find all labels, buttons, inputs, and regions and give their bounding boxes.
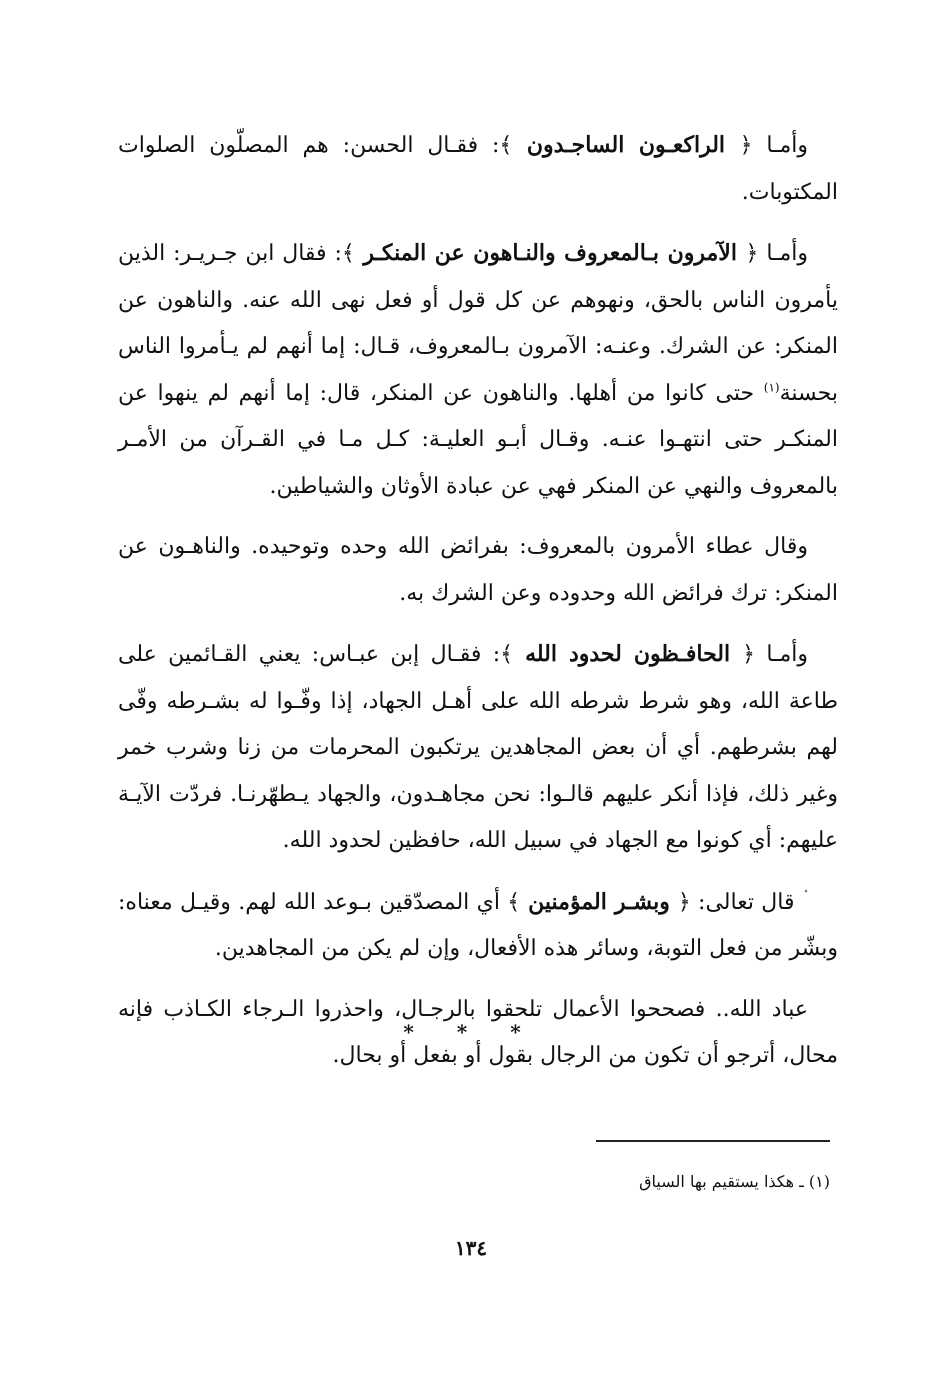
page-number: ١٣٤ xyxy=(454,1236,488,1260)
footnote-reference[interactable]: (١) xyxy=(763,380,780,395)
text-span: وأمـا xyxy=(752,133,808,158)
paragraph-2 xyxy=(118,230,838,510)
quran-bracket-open: ﴿ xyxy=(745,241,759,266)
quran-phrase: الراكعـون الساجـدون xyxy=(512,132,740,158)
quran-bracket-open: ﴿ xyxy=(677,889,691,915)
footnote-text: (١) ـ هكذا يستقيم بها السياق xyxy=(639,1172,830,1191)
paragraph-4 xyxy=(118,631,838,865)
text-span: وأمـا xyxy=(755,642,809,667)
text-span: : فقـال إبن عبـاس: يعني القـائمين على طاعة الله، وهو شرط شرطه الله على أهـل الجهاد، إذا وفّـوا له بشـرطه وفّى لهم بشرطهم. أي أن بعض المجاهدين يرتكبون المحرمات من زنا وشرب خمر وغير ذلك، فإذا أنكر عليهم قالـوا: نحن مجاهـدون، والجهاد يـطهّرنـا. فردّت الآيـة عليهم: أي كونوا مع الجهاد في سبيل الله، حافظين لحدود الله. xyxy=(118,642,838,853)
main-text xyxy=(118,122,838,1094)
paragraph-1 xyxy=(118,122,838,216)
paragraph-6: عباد الله.. فصححوا الأعمال تلحقوا بالرجـال، واحذروا الـرجاء الكـاذب فإنه محال، أترجو أن تكون من الرجال بقول أو بفعل أو بحال. xyxy=(118,996,838,1068)
quran-bracket-close: ﴾ xyxy=(507,889,521,915)
quran-phrase: الحافـظون لحدود الله xyxy=(513,641,743,667)
text-span: قال تعالى: xyxy=(690,889,795,915)
quran-bracket-open: ﴿ xyxy=(742,642,755,667)
text-span: : فقـال الحسن: هم المصلّون الصلوات المكتوبات. xyxy=(118,133,838,205)
text-span: وأمـا xyxy=(758,241,808,266)
quran-bracket-close: ﴾ xyxy=(500,642,514,667)
section-separator: * * * xyxy=(403,1020,539,1044)
margin-mark: ٴ xyxy=(804,889,808,904)
paragraph-5 xyxy=(118,879,838,973)
text-span: حتى كانوا من أهلها. والناهون عن المنكر، قال: إما أنهم لم ينهوا عن المنكـر حتى انتهـوا عنـه. وقـال أبـو العليـة: كـل مـا في القـرآن من الأمـر بالمعروف والنهي عن المنكر فهي عن عبادة الأوثان والشياطين. xyxy=(118,380,838,499)
text-span: أي المصدّقين بـوعد الله لهم. وقيـل معناه: وبشّر من فعل التوبة، وسائر هذه الأفعال، وإن لم يكن من المجاهدين. xyxy=(118,889,838,961)
quran-bracket-open: ﴿ xyxy=(739,133,753,158)
paragraph-3: وقال عطاء الأمرون بالمعروف: بفرائض الله وحده وتوحيده. والناهـون عن المنكر: ترك فرائض الله وحدوده وعن الشرك به. xyxy=(118,534,838,606)
footnote-divider xyxy=(596,1140,830,1142)
quran-phrase: الآمرون بـالمعروف والنـاهون عن المنكـر xyxy=(354,240,746,266)
quran-bracket-close: ﴾ xyxy=(499,133,513,158)
quran-phrase: وبشـر المؤمنين xyxy=(520,888,678,915)
quran-bracket-close: ﴾ xyxy=(341,241,355,266)
text-span: : فقال ابن جـريـر: الذين يأمرون الناس بالحق، ونهوهم عن كل قول أو فعل نهى الله عنه. والناهون عن المنكر: عن الشرك. وعنـه: الآمرون بـالمعروف، قـال: إما أنهم لم يـأمروا الناس بحسنة xyxy=(118,241,838,406)
